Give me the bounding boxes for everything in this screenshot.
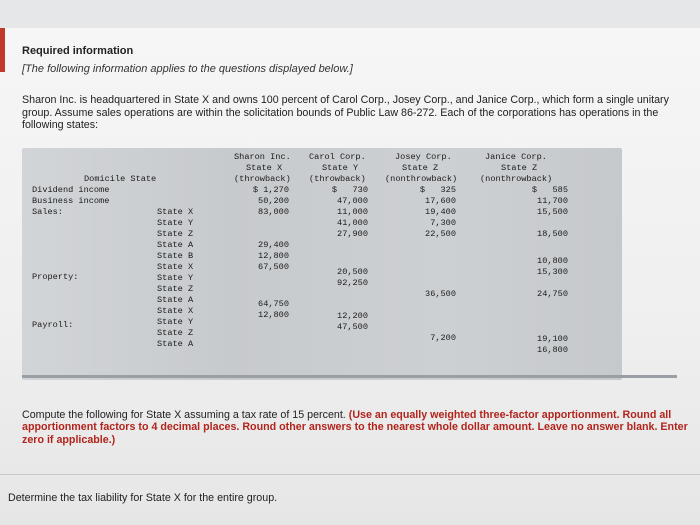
domicile-state-label: Domicile State	[84, 174, 157, 184]
property-label: Property:	[32, 272, 79, 282]
table-bottom-rule	[22, 375, 677, 378]
table-cell: 12,200	[337, 311, 368, 321]
compute-lead: Compute the following for State X assuming a tax rate of 15 percent.	[22, 409, 346, 421]
col-header-carol: Carol Corp.	[309, 152, 366, 162]
sales-state-label: State Y	[157, 218, 194, 228]
property-state-label: State Y	[157, 273, 194, 283]
table-cell: $ 730	[331, 185, 368, 195]
section-divider	[0, 474, 700, 475]
table-cell: 47,000	[337, 196, 368, 206]
table-cell: 15,500	[537, 207, 568, 217]
required-information-heading: Required information	[22, 45, 134, 57]
compute-instructions	[22, 409, 692, 446]
data-table	[22, 148, 622, 380]
table-cell: 16,800	[537, 345, 568, 355]
sales-state-label: State A	[157, 240, 194, 250]
payroll-state-label: State X	[157, 306, 194, 316]
col-header-janice: Janice Corp.	[485, 152, 547, 162]
sales-state-label: State Z	[157, 229, 194, 239]
table-cell: 18,500	[537, 229, 568, 239]
col-method-sharon: (throwback)	[234, 174, 291, 184]
table-cell: 47,500	[337, 322, 368, 332]
col-method-janice: (nonthrowback)	[480, 174, 553, 184]
property-state-label: State A	[157, 295, 194, 305]
col-method-carol: (throwback)	[309, 174, 366, 184]
table-cell: 36,500	[425, 289, 456, 299]
col-method-josey: (nonthrowback)	[385, 174, 458, 184]
table-cell: $ 325	[419, 185, 456, 195]
col-header-sharon: Sharon Inc.	[234, 152, 291, 162]
table-cell: 11,000	[337, 207, 368, 217]
property-state-label: State X	[157, 262, 194, 272]
col-header-josey: Josey Corp.	[395, 152, 452, 162]
table-cell: 22,500	[425, 229, 456, 239]
table-cell: $ 1,270	[252, 185, 289, 195]
table-cell: 7,200	[430, 333, 456, 343]
table-cell: 64,750	[258, 299, 289, 309]
sales-label: Sales:	[32, 207, 63, 217]
table-cell: 12,800	[258, 310, 289, 320]
col-state-janice: State Z	[501, 163, 538, 173]
table-cell: $ 585	[531, 185, 568, 195]
question-text: Determine the tax liability for State X for the entire group.	[8, 492, 278, 504]
table-cell: 15,300	[537, 267, 568, 277]
table-cell: 19,400	[425, 207, 456, 217]
payroll-state-label: State Y	[157, 317, 194, 327]
table-cell: 67,500	[258, 262, 289, 272]
payroll-state-label: State A	[157, 339, 194, 349]
payroll-state-label: State Z	[157, 328, 194, 338]
col-state-josey: State Z	[402, 163, 439, 173]
table-cell: 29,400	[258, 240, 289, 250]
table-cell: 41,000	[337, 218, 368, 228]
property-state-label: State Z	[157, 284, 194, 294]
sales-state-label: State X	[157, 207, 194, 217]
info-marker	[0, 28, 5, 72]
table-cell: 27,900	[337, 229, 368, 239]
table-cell: 12,800	[258, 251, 289, 261]
business-income-label: Business income	[32, 196, 110, 206]
compute-instruction-bold: (Use an equally weighted three-factor apportionment. Round all apportionment factors to 4 decimal places. Round other answers to the nearest whole dollar amount. Leave no answer blank. Enter zero if applicable.)	[22, 409, 688, 446]
table-cell: 24,750	[537, 289, 568, 299]
table-cell: 20,500	[337, 267, 368, 277]
col-state-carol: State Y	[322, 163, 359, 173]
intro-paragraph: Sharon Inc. is headquartered in State X and owns 100 percent of Carol Corp., Josey Corp., and Janice Corp., which form a single unitary group. Assume sales operations are within the solicitation bounds of Public Law 86-272. Each of the corporations has operations in the following states:	[22, 94, 669, 132]
table-cell: 17,600	[425, 196, 456, 206]
col-state-sharon: State X	[246, 163, 283, 173]
table-cell: 50,200	[258, 196, 289, 206]
table-cell: 11,700	[537, 196, 568, 206]
table-cell: 19,100	[537, 334, 568, 344]
payroll-label: Payroll:	[32, 320, 74, 330]
table-cell: 83,000	[258, 207, 289, 217]
sales-state-label: State B	[157, 251, 194, 261]
browser-top-bar	[0, 0, 700, 30]
info-subtitle: [The following information applies to the questions displayed below.]	[22, 63, 353, 75]
table-cell: 7,300	[430, 218, 456, 228]
table-cell: 10,800	[537, 256, 568, 266]
table-cell: 92,250	[337, 278, 368, 288]
dividend-income-label: Dividend income	[32, 185, 110, 195]
